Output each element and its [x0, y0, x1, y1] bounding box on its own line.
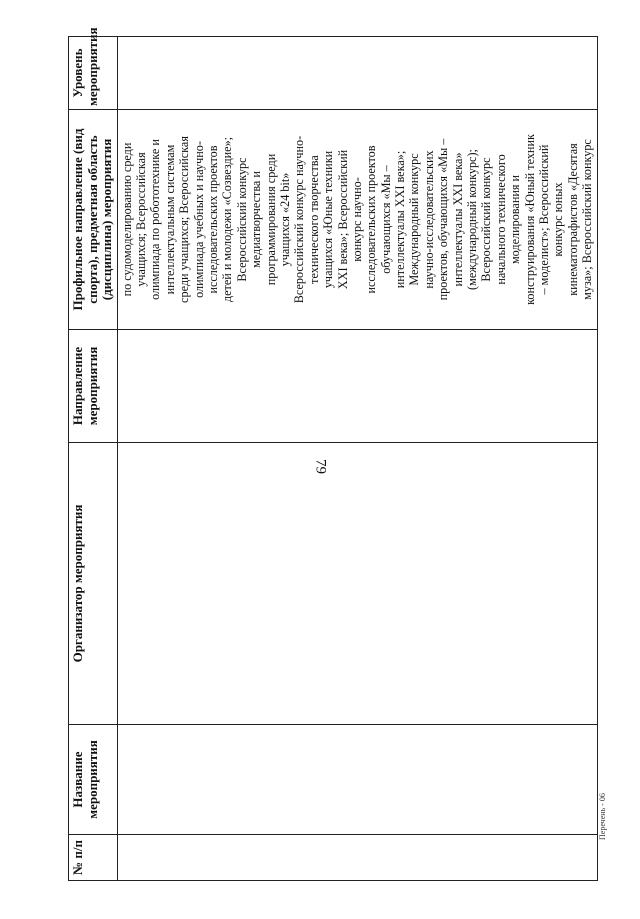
profile-line: исследовательских проектов	[364, 145, 379, 294]
cell-direction	[117, 330, 597, 443]
profile-line: Всероссийский конкурс	[234, 157, 249, 282]
profile-line: учащихся; Всероссийская	[134, 152, 149, 287]
profile-line: программирования среди	[263, 153, 278, 286]
profile-line: интеллектуалы XXI века»	[450, 152, 465, 287]
cell-organizer	[117, 443, 597, 725]
profile-line: – моделист»; Всероссийский	[536, 144, 551, 295]
profile-line: медиатворчества и	[249, 171, 264, 268]
profile-line: учащихся «24 bit»	[277, 172, 292, 267]
profile-line: Международный конкурс	[407, 153, 422, 286]
header-profile: Профильное направление (вид спорта), предметная область (дисциплина) мероприятия	[69, 110, 118, 330]
cell-profile	[117, 110, 597, 330]
profile-line: олимпиада по робототехнике и	[148, 139, 163, 300]
profile-line: по судомоделированию среди	[119, 142, 134, 297]
profile-line: муза»; Всероссийский конкурс	[580, 139, 595, 300]
profile-line: интеллектуалы XXI века»;	[393, 150, 408, 289]
profile-line: конструирования «Юный техник	[522, 134, 537, 305]
profile-line: детей и молодежи «Созвездие»;	[220, 136, 235, 303]
profile-line: Всероссийский конкурс научно-	[292, 135, 307, 304]
profile-line: учащихся «Юные техники	[321, 150, 336, 289]
header-number: № п/п	[69, 835, 118, 881]
profile-line: начального технического	[493, 154, 508, 285]
cell-number	[117, 835, 597, 881]
table-row	[117, 37, 597, 881]
profile-line: интеллектуальным системам	[162, 144, 177, 295]
landscape-table-sheet	[68, 27, 596, 881]
header-direction: Направление мероприятия	[69, 330, 118, 443]
header-level: Уровень мероприятия	[69, 37, 118, 110]
profile-line: кинематографистов «Десятая	[565, 143, 580, 296]
cell-level	[117, 37, 597, 110]
profile-line: (международный конкурс);	[465, 149, 480, 290]
profile-line: олимпиада учебных и научно-	[191, 141, 206, 298]
profile-line: среди учащихся; Всероссийская	[177, 136, 192, 303]
profile-line: технического творчества	[306, 155, 321, 284]
page-number: 79	[312, 459, 329, 474]
profile-line: конкурс научно-	[349, 177, 364, 262]
profile-line: проектов, обучающихся «Мы –	[436, 138, 451, 301]
events-table	[68, 27, 598, 881]
profile-line: Всероссийский конкурс	[479, 157, 494, 282]
footer-note: Перечень - 06	[598, 793, 607, 840]
table-header-row	[69, 37, 118, 881]
profile-line: конкурс юных	[551, 182, 566, 257]
header-name: Название мероприятия	[69, 725, 118, 835]
profile-line: обучающихся «Мы –	[378, 165, 393, 274]
header-organizer: Организатор мероприятия	[69, 443, 118, 725]
profile-line: XXI века»; Всероссийский	[335, 149, 350, 290]
profile-line: моделирования и	[508, 174, 523, 265]
cell-name	[117, 725, 597, 835]
profile-line: исследовательских проектов	[205, 145, 220, 294]
profile-line: научно-исследовательских	[421, 150, 436, 289]
